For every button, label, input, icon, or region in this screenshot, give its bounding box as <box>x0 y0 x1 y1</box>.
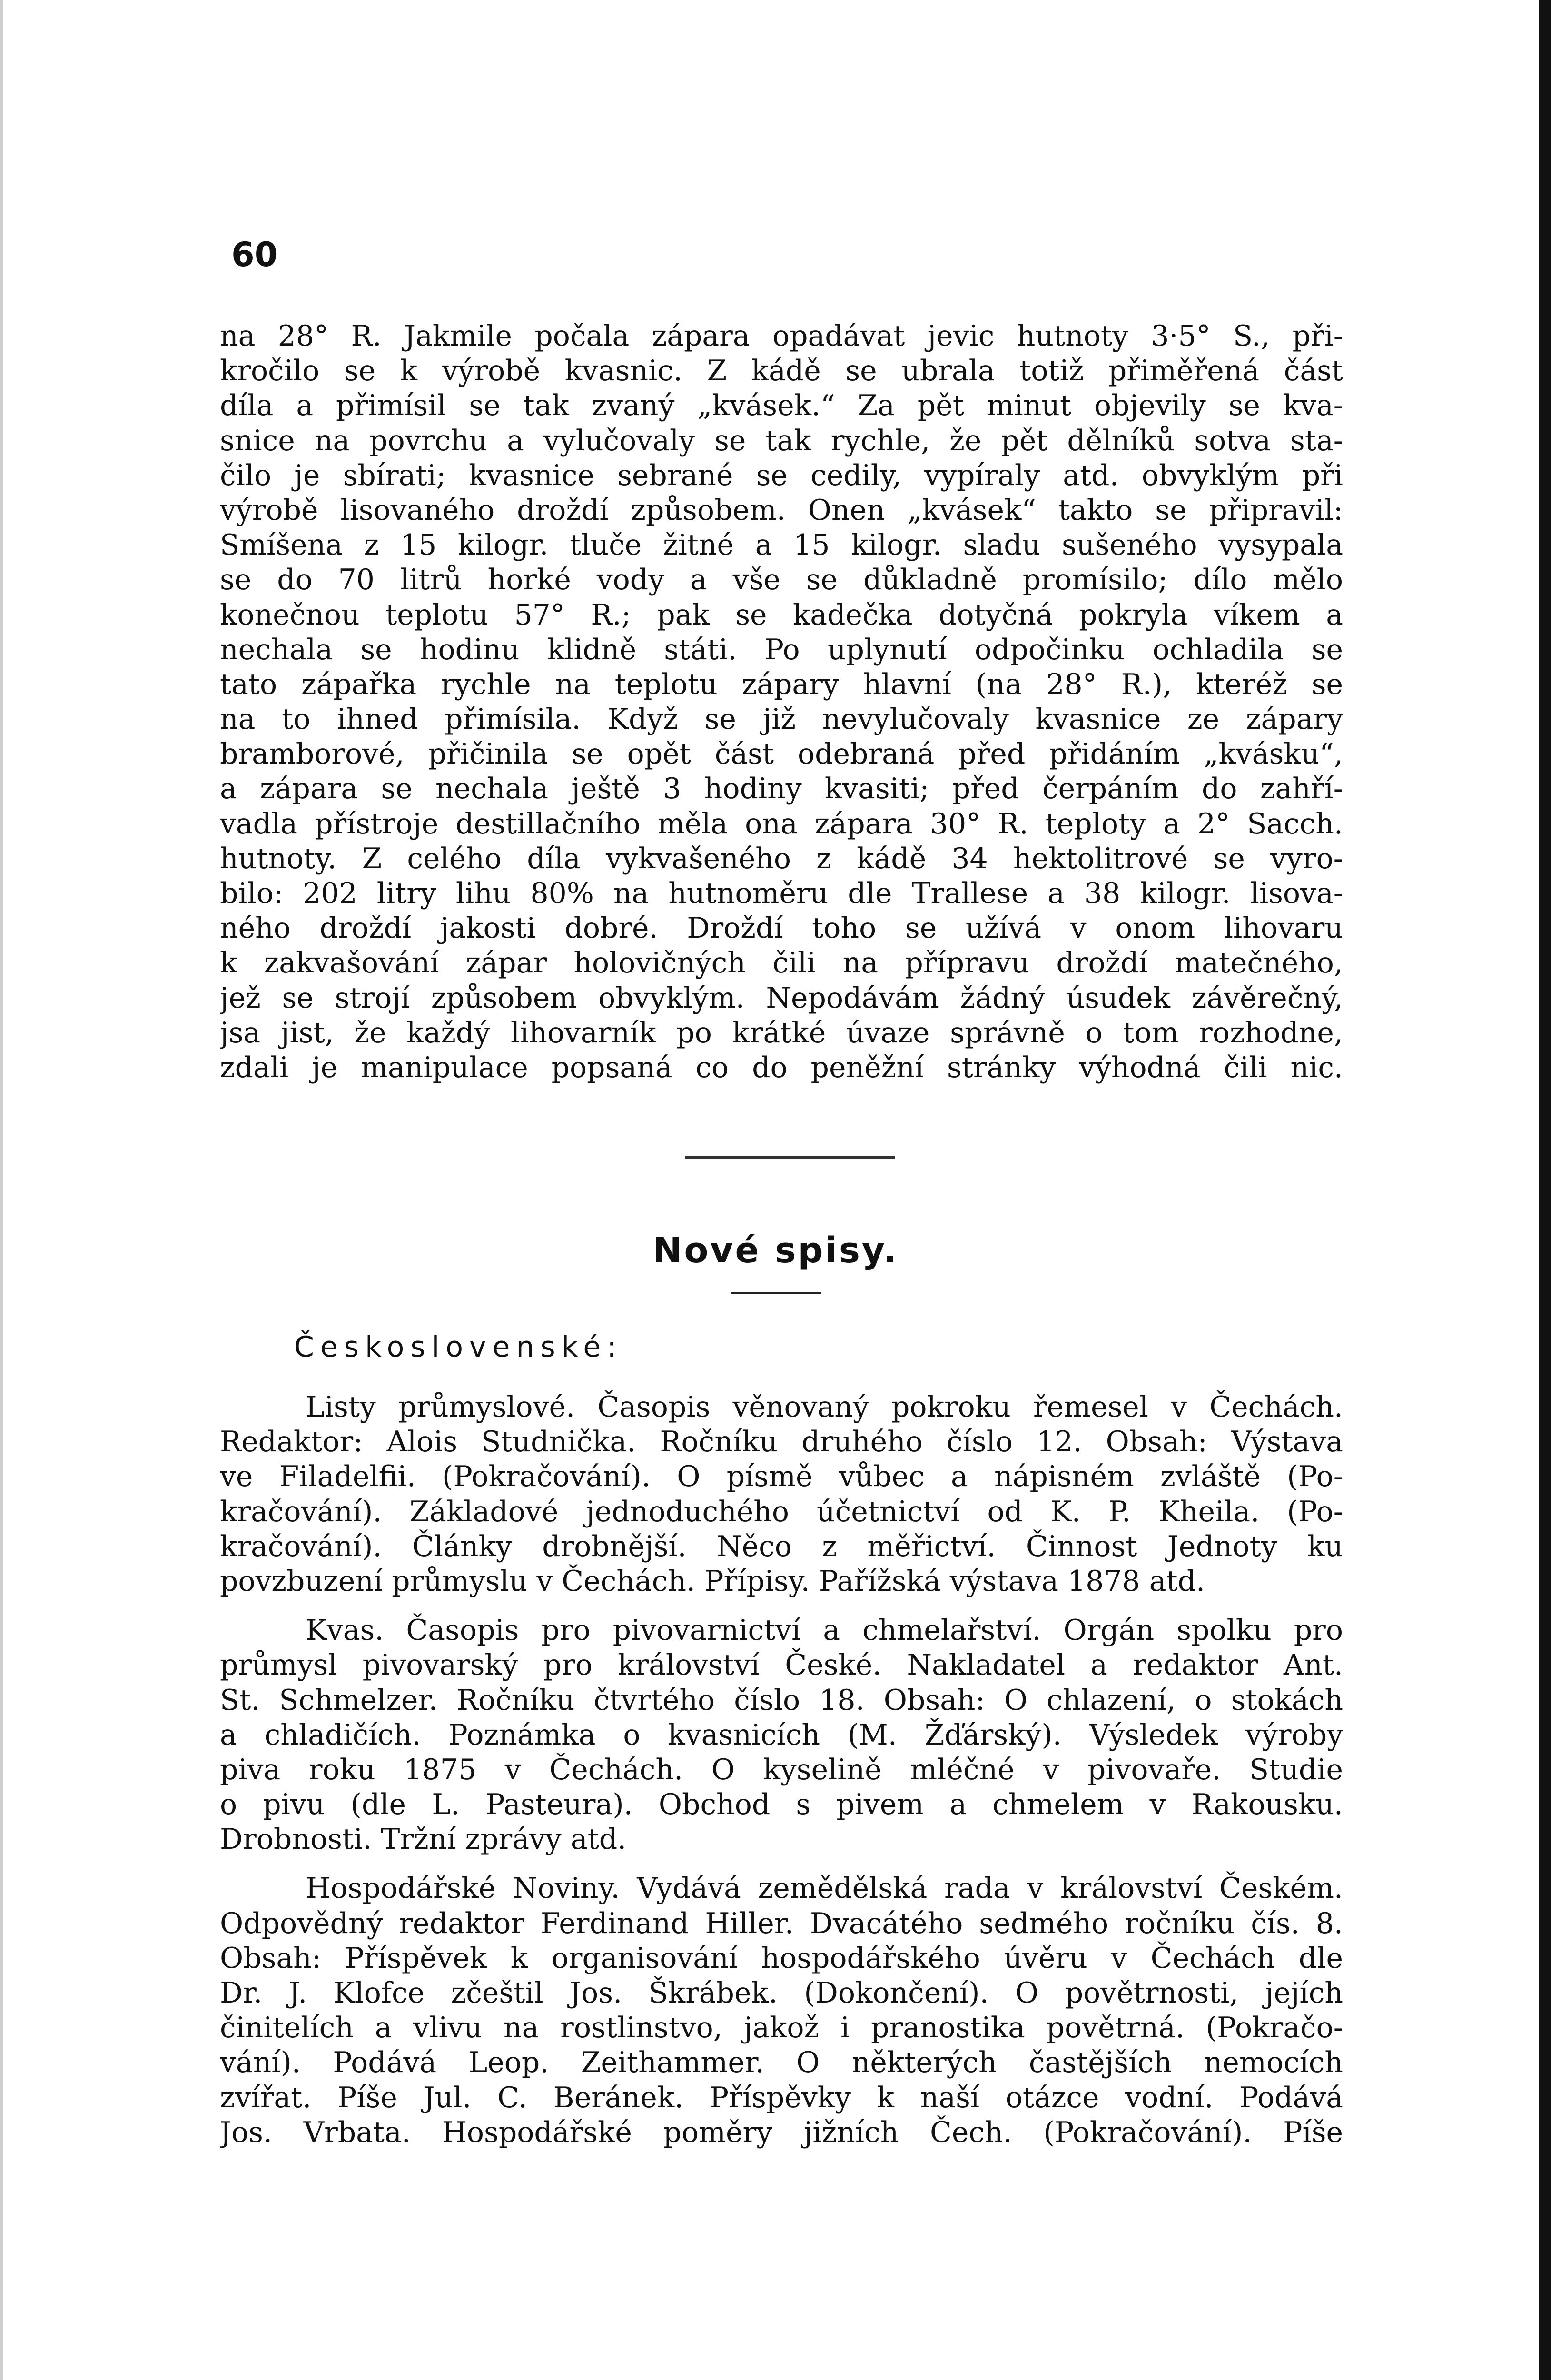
text-line: Jos. Vrbata. Hospodářské poměry jižních Čech. (Pokračování). Píše <box>220 2115 1343 2149</box>
publication-entry-kvas <box>220 1613 1343 1857</box>
publication-entry-listy-prumyslove <box>220 1390 1343 1599</box>
text-line: piva roku 1875 v Čechách. O kyselině mléčné v pivovaře. Studie <box>220 1753 1343 1786</box>
page-number: 60 <box>231 235 278 274</box>
section-subheading: Československé: <box>294 1330 623 1364</box>
text-line: kročilo se k výrobě kvasnic. Z kádě se ubrala totiž přiměřená část <box>220 354 1343 388</box>
text-line: nechala se hodinu klidně státi. Po uplynutí odpočinku ochladila se <box>220 633 1343 666</box>
text-line: hutnoty. Z celého díla vykvašeného z kádě 34 hektolitrové se vyro- <box>220 842 1343 875</box>
text-line: Kvas. Časopis pro pivovarnictví a chmelařství. Orgán spolku pro <box>306 1614 1343 1647</box>
article-body <box>220 319 1343 1085</box>
text-line: a zápara se nechala ještě 3 hodiny kvasiti; před čerpáním do zahří- <box>220 772 1343 806</box>
text-line: na 28° R. Jakmile počala zápara opadávat jevic hutnoty 3·5° S., při- <box>220 319 1343 353</box>
text-line: Hospodářské Noviny. Vydává zemědělská rada v království Českém. <box>306 1872 1343 1905</box>
text-line: na to ihned přimísila. Když se již nevylučovaly kvasnice ze zápary <box>220 703 1343 736</box>
text-line: zdali je manipulace popsaná co do peněžní stránky výhodná čili nic. <box>220 1051 1343 1084</box>
text-line: díla a přimísil se tak zvaný „kvásek.“ Za pět minut objevily se kva- <box>220 389 1343 423</box>
text-line: výrobě lisovaného droždí způsobem. Onen „kvásek“ takto se připravil: <box>220 493 1343 527</box>
text-line: k zakvašování zápar holovičných čili na přípravu droždí matečného, <box>220 946 1343 980</box>
text-line: Listy průmyslové. Časopis věnovaný pokroku řemesel v Čechách. <box>306 1390 1343 1424</box>
text-line: ného droždí jakosti dobré. Droždí toho se užívá v onom lihovaru <box>220 912 1343 945</box>
text-line: bramborové, přičinila se opět část odebraná před přidáním „kvásku“, <box>220 737 1343 771</box>
text-line: Odpovědný redaktor Ferdinand Hiller. Dvacátého sedmého ročníku čís. 8. <box>220 1906 1343 1940</box>
text-line: Drobnosti. Tržní zprávy atd. <box>220 1823 627 1856</box>
text-line: Dr. J. Klofce zčeštil Jos. Škrábek. (Dokončení). O povětrnosti, jejích <box>220 1976 1343 2010</box>
text-line: Redaktor: Alois Studnička. Ročníku druhého číslo 12. Obsah: Výstava <box>220 1425 1343 1459</box>
section-title: Nové spisy. <box>652 1230 899 1271</box>
text-line: se do 70 litrů horké vody a vše se důkladně promísilo; dílo mělo <box>220 563 1343 597</box>
text-line: ve Filadelfii. (Pokračování). O písmě vůbec a nápisném zvláště (Po- <box>220 1460 1343 1494</box>
publications-list <box>220 1390 1343 2164</box>
text-line: snice na povrchu a vylučovaly se tak rychle, že pět dělníků sotva sta- <box>220 424 1343 457</box>
text-line: jež se strojí způsobem obvyklým. Nepodávám žádný úsudek závěrečný, <box>220 981 1343 1015</box>
text-line: vání). Podává Leop. Zeithammer. O některých častějších nemocích <box>220 2046 1343 2080</box>
section-divider <box>685 1156 895 1159</box>
page-edge-right <box>1539 0 1551 2380</box>
text-line: průmysl pivovarský pro království České. Nakladatel a redaktor Ant. <box>220 1648 1343 1682</box>
publication-entry-hospodarske-noviny <box>220 1871 1343 2150</box>
text-line: tato zápařka rychle na teplotu zápary hlavní (na 28° R.), kteréž se <box>220 667 1343 701</box>
text-line: zvířat. Píše Jul. C. Beránek. Příspěvky k naší otázce vodní. Podává <box>220 2081 1343 2114</box>
title-underline <box>731 1292 821 1294</box>
text-line: St. Schmelzer. Ročníku čtvrtého číslo 18. Obsah: O chlazení, o stokách <box>220 1683 1343 1717</box>
text-line: a chladičích. Poznámka o kvasnicích (M. Žďárský). Výsledek výroby <box>220 1718 1343 1752</box>
text-line: o pivu (dle L. Pasteura). Obchod s pivem a chmelem v Rakousku. <box>220 1788 1343 1822</box>
text-line: konečnou teplotu 57° R.; pak se kadečka dotyčná pokryla víkem a <box>220 598 1343 632</box>
text-line: Obsah: Příspěvek k organisování hospodářského úvěru v Čechách dle <box>220 1941 1343 1975</box>
text-line: kračování). Základové jednoduchého účetnictví od K. P. Kheila. (Po- <box>220 1495 1343 1528</box>
text-line: Smíšena z 15 kilogr. tluče žitné a 15 kilogr. sladu sušeného vysypala <box>220 528 1343 562</box>
text-line: bilo: 202 litry lihu 80% na hutnoměru dle Trallese a 38 kilogr. lisova- <box>220 877 1343 910</box>
text-line: kračování). Články drobnější. Něco z měřictví. Činnost Jednoty ku <box>220 1529 1343 1563</box>
text-line: čilo je sbírati; kvasnice sebrané se cedily, vypíraly atd. obvyklým při <box>220 458 1343 492</box>
page-edge-left <box>0 0 3 2380</box>
text-line: povzbuzení průmyslu v Čechách. Přípisy. Pařížská výstava 1878 atd. <box>220 1564 1205 1598</box>
text-line: činitelích a vlivu na rostlinstvo, jakož i pranostika povětrná. (Pokračo- <box>220 2011 1343 2045</box>
text-line: vadla přístroje destillačního měla ona zápara 30° R. teploty a 2° Sacch. <box>220 807 1343 841</box>
text-line: jsa jist, že každý lihovarník po krátké úvaze správně o tom rozhodne, <box>220 1016 1343 1050</box>
article-paragraph <box>220 319 1343 1085</box>
